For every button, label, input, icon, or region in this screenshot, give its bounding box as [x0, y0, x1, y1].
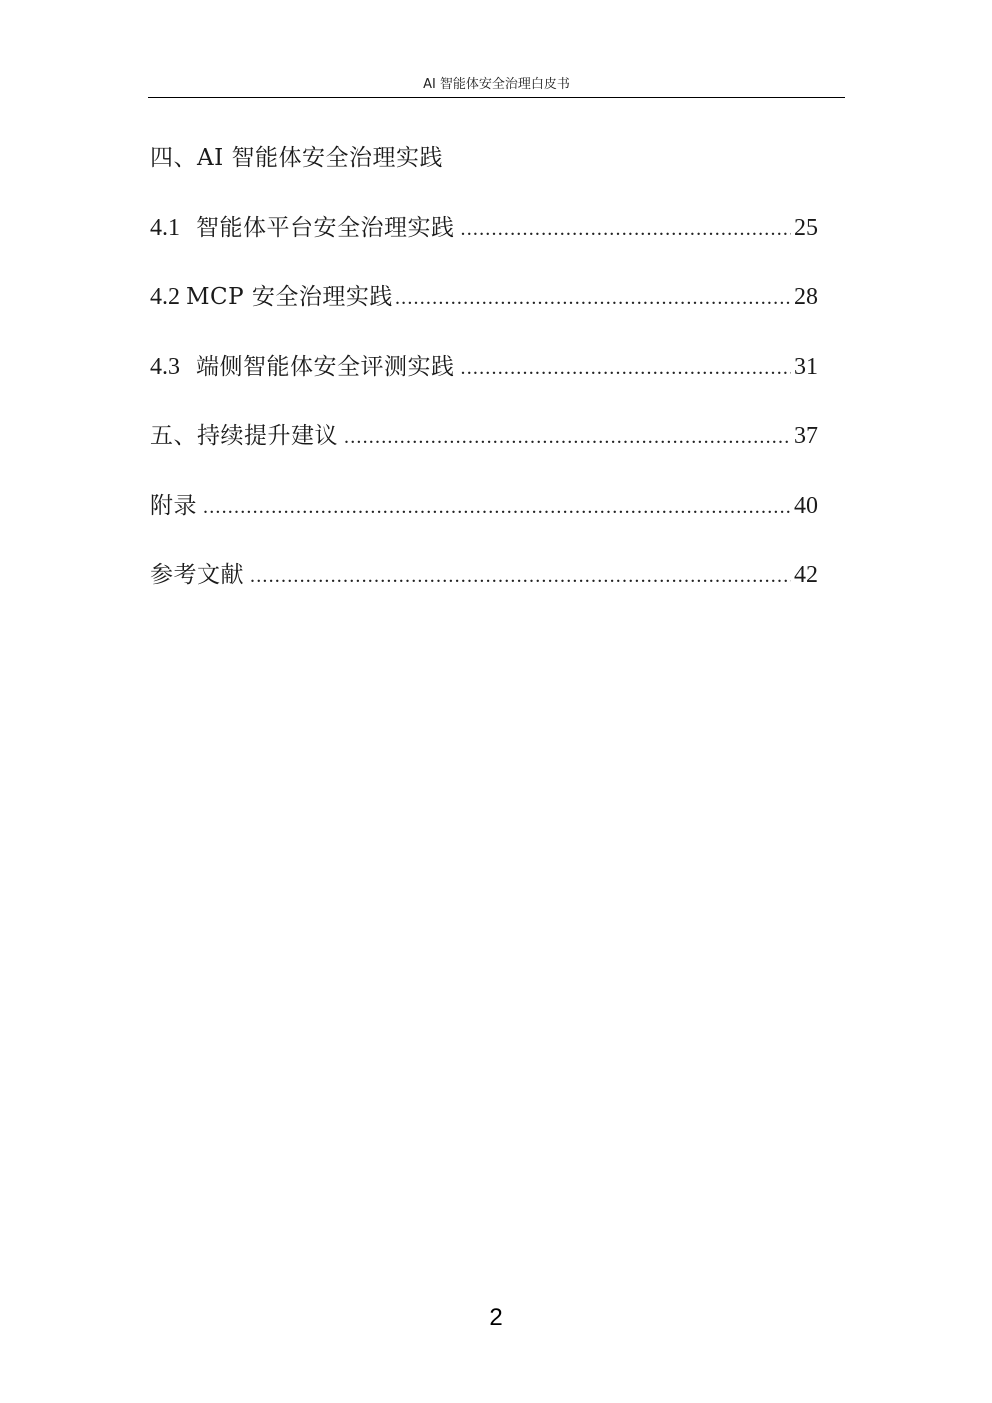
toc-dot-leader [395, 279, 791, 317]
toc-entry-title: MCP 安全治理实践 [186, 284, 393, 310]
toc-entry-title: 参考文献 [150, 562, 244, 588]
toc-entry-4-2[interactable] [150, 278, 818, 348]
header-rule [148, 97, 845, 98]
page-number: 2 [489, 1304, 503, 1331]
table-of-contents [150, 139, 818, 626]
toc-entry-page: 28 [794, 284, 818, 310]
toc-entry-appendix[interactable] [150, 487, 818, 557]
toc-dot-leader [203, 488, 791, 526]
toc-dot-leader [250, 557, 791, 595]
toc-entry-title: 附录 [150, 492, 197, 519]
running-header-title: AI 智能体安全治理白皮书 [423, 77, 570, 92]
toc-entry-title: 智能体平台安全治理实践 [196, 214, 455, 241]
toc-entry-title: 四、AI 智能体安全治理实践 [150, 145, 444, 171]
toc-entry-number: 4.1 [150, 214, 180, 241]
toc-entry-section-5[interactable] [150, 417, 818, 487]
toc-entry-page: 40 [794, 492, 818, 519]
toc-entry-number: 4.3 [150, 353, 180, 380]
toc-entry-title: 端侧智能体安全评测实践 [196, 353, 455, 380]
toc-dot-leader [461, 210, 792, 248]
toc-entry-title: 五、持续提升建议 [150, 423, 338, 449]
toc-entry-page: 25 [794, 214, 818, 241]
toc-entry-references[interactable] [150, 556, 818, 626]
toc-dot-leader [344, 418, 791, 456]
toc-dot-leader [461, 349, 792, 387]
toc-entry-section-4[interactable] [150, 139, 818, 209]
toc-entry-page: 31 [794, 353, 818, 380]
toc-entry-page: 42 [794, 562, 818, 588]
toc-entry-4-3[interactable] [150, 348, 818, 418]
toc-entry-number: 4.2 [150, 284, 180, 310]
toc-entry-page: 37 [794, 423, 818, 449]
toc-entry-4-1[interactable] [150, 209, 818, 279]
